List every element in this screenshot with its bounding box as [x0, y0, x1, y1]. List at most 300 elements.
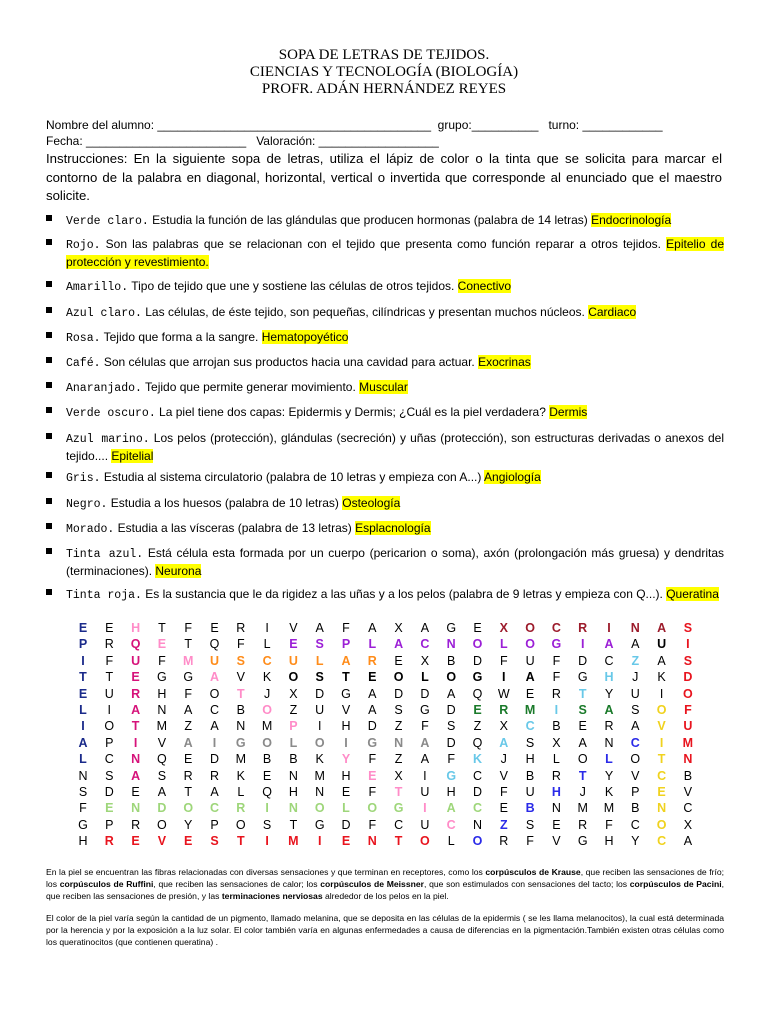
grid-letter[interactable]: E	[394, 653, 403, 668]
grid-letter[interactable]: D	[446, 735, 456, 750]
grid-letter[interactable]: O	[104, 719, 115, 734]
grid-letter[interactable]: C	[683, 801, 693, 816]
grid-letter[interactable]: X	[420, 653, 430, 668]
grid-letter[interactable]: A	[368, 686, 377, 701]
grid-letter[interactable]: I	[107, 703, 112, 717]
grid-letter[interactable]: S	[210, 834, 219, 849]
grid-letter[interactable]: I	[81, 653, 85, 668]
grid-letter[interactable]: M	[603, 801, 615, 816]
grid-letter[interactable]: H	[341, 719, 351, 734]
grid-letter[interactable]: G	[183, 670, 194, 685]
grid-letter[interactable]: C	[657, 834, 667, 849]
grid-letter[interactable]: Q	[130, 637, 141, 652]
grid-letter[interactable]: E	[131, 834, 140, 849]
grid-letter[interactable]: H	[604, 670, 614, 685]
grid-letter[interactable]: U	[131, 653, 141, 668]
grid-letter[interactable]: U	[525, 785, 535, 799]
grid-letter[interactable]: A	[657, 621, 667, 635]
grid-letter[interactable]: C	[104, 752, 114, 767]
grid-letter[interactable]: Z	[499, 817, 508, 832]
grid-letter[interactable]: A	[420, 752, 430, 767]
grid-letter[interactable]: W	[497, 686, 510, 701]
grid-letter[interactable]: U	[683, 719, 693, 734]
grid-letter[interactable]: P	[631, 785, 640, 799]
grid-letter[interactable]: R	[131, 686, 141, 701]
grid-letter[interactable]: K	[262, 670, 272, 685]
grid-letter[interactable]: D	[394, 686, 404, 701]
grid-letter[interactable]: H	[288, 785, 298, 799]
grid-letter[interactable]: I	[265, 834, 269, 849]
grid-letter[interactable]: I	[81, 719, 85, 734]
grid-letter[interactable]: C	[472, 768, 483, 783]
grid-letter[interactable]: U	[630, 686, 640, 701]
grid-letter[interactable]: I	[580, 637, 585, 652]
grid-letter[interactable]: G	[393, 801, 404, 816]
grid-letter[interactable]: H	[341, 768, 351, 783]
grid-letter[interactable]: A	[184, 703, 193, 717]
grid-letter[interactable]: S	[525, 817, 535, 832]
grid-letter[interactable]: Y	[184, 817, 193, 832]
grid-letter[interactable]: X	[289, 686, 298, 701]
grid-letter[interactable]: R	[499, 834, 509, 849]
grid-letter[interactable]: N	[315, 785, 325, 799]
grid-letter[interactable]: N	[288, 768, 298, 783]
grid-letter[interactable]: L	[289, 735, 298, 750]
grid-letter[interactable]: J	[500, 752, 507, 767]
grid-letter[interactable]: F	[368, 785, 377, 799]
grid-letter[interactable]: H	[446, 785, 456, 799]
grid-letter[interactable]: G	[446, 768, 457, 783]
grid-letter[interactable]: A	[183, 735, 193, 750]
grid-letter[interactable]: T	[236, 686, 245, 701]
grid-letter[interactable]: F	[552, 653, 561, 668]
grid-letter[interactable]: A	[657, 653, 666, 668]
grid-letter[interactable]: I	[607, 621, 611, 635]
grid-letter[interactable]: M	[235, 752, 246, 767]
grid-letter[interactable]: F	[499, 785, 508, 799]
grid-letter[interactable]: I	[502, 670, 506, 685]
grid-letter[interactable]: A	[157, 785, 167, 799]
grid-letter[interactable]: P	[105, 817, 114, 832]
grid-letter[interactable]: H	[157, 686, 167, 701]
grid-letter[interactable]: G	[577, 834, 588, 849]
grid-letter[interactable]: U	[315, 703, 325, 717]
grid-letter[interactable]: L	[237, 785, 245, 799]
grid-letter[interactable]: G	[367, 735, 378, 750]
grid-letter[interactable]: E	[184, 834, 193, 849]
grid-letter[interactable]: C	[262, 653, 272, 668]
grid-letter[interactable]: E	[210, 621, 219, 635]
grid-letter[interactable]: I	[133, 735, 138, 750]
grid-letter[interactable]: L	[315, 653, 324, 668]
grid-letter[interactable]: Q	[157, 752, 167, 767]
grid-letter[interactable]: S	[525, 735, 535, 750]
grid-letter[interactable]: X	[499, 719, 508, 734]
grid-letter[interactable]: O	[262, 703, 272, 717]
grid-letter[interactable]: A	[499, 735, 509, 750]
grid-letter[interactable]: T	[236, 834, 245, 849]
grid-letter[interactable]: A	[525, 670, 535, 685]
grid-letter[interactable]: A	[210, 719, 219, 734]
grid-letter[interactable]: Z	[473, 719, 482, 734]
grid-letter[interactable]: M	[288, 834, 299, 849]
grid-letter[interactable]: Z	[394, 752, 403, 767]
grid-letter[interactable]: T	[342, 670, 350, 685]
grid-letter[interactable]: F	[368, 752, 377, 767]
grid-letter[interactable]: L	[263, 637, 271, 652]
grid-letter[interactable]: M	[156, 719, 168, 734]
grid-letter[interactable]: L	[499, 637, 508, 652]
grid-letter[interactable]: I	[423, 768, 427, 783]
grid-letter[interactable]: Q	[209, 637, 220, 652]
grid-letter[interactable]: N	[236, 719, 246, 734]
grid-letter[interactable]: I	[317, 834, 322, 849]
grid-letter[interactable]: B	[552, 719, 561, 734]
grid-letter[interactable]: F	[236, 637, 245, 652]
grid-letter[interactable]: O	[420, 834, 430, 849]
grid-letter[interactable]: I	[265, 801, 269, 816]
grid-letter[interactable]: A	[578, 735, 587, 750]
grid-letter[interactable]: E	[157, 637, 167, 652]
grid-letter[interactable]: L	[79, 752, 87, 767]
grid-letter[interactable]: M	[182, 653, 194, 668]
grid-letter[interactable]: J	[632, 670, 639, 685]
grid-letter[interactable]: O	[525, 621, 535, 635]
grid-letter[interactable]: R	[499, 703, 509, 717]
grid-letter[interactable]: X	[552, 735, 561, 750]
grid-letter[interactable]: R	[104, 834, 114, 849]
grid-letter[interactable]: R	[578, 817, 588, 832]
grid-letter[interactable]: H	[604, 834, 614, 849]
grid-letter[interactable]: K	[657, 670, 666, 685]
grid-letter[interactable]: I	[554, 703, 559, 717]
grid-letter[interactable]: D	[683, 670, 693, 685]
grid-letter[interactable]: U	[209, 653, 220, 668]
grid-letter[interactable]: E	[341, 834, 351, 849]
grid-letter[interactable]: H	[78, 834, 88, 849]
grid-letter[interactable]: C	[630, 817, 640, 832]
grid-letter[interactable]: B	[631, 801, 640, 816]
grid-letter[interactable]: D	[341, 817, 351, 832]
grid-letter[interactable]: K	[472, 752, 483, 767]
grid-letter[interactable]: S	[447, 719, 456, 734]
grid-letter[interactable]: U	[420, 817, 430, 832]
grid-letter[interactable]: T	[578, 768, 587, 783]
grid-letter[interactable]: D	[472, 785, 483, 799]
grid-letter[interactable]: S	[683, 621, 693, 635]
grid-letter[interactable]: Q	[472, 735, 483, 750]
grid-letter[interactable]: Q	[472, 686, 483, 701]
grid-letter[interactable]: T	[131, 719, 140, 734]
grid-letter[interactable]: F	[684, 703, 692, 717]
grid-letter[interactable]: E	[499, 801, 508, 816]
grid-letter[interactable]: G	[472, 670, 483, 685]
grid-letter[interactable]: R	[104, 637, 114, 652]
grid-letter[interactable]: S	[315, 637, 324, 652]
grid-letter[interactable]: T	[657, 752, 666, 767]
grid-letter[interactable]: E	[262, 768, 272, 783]
grid-letter[interactable]: V	[157, 834, 167, 849]
grid-letter[interactable]: C	[209, 703, 220, 717]
grid-letter[interactable]: M	[524, 703, 536, 717]
grid-letter[interactable]: R	[236, 801, 246, 816]
grid-letter[interactable]: R	[183, 768, 193, 783]
grid-letter[interactable]: N	[630, 621, 640, 635]
grid-letter[interactable]: S	[315, 670, 324, 685]
grid-letter[interactable]: V	[499, 768, 508, 783]
grid-letter[interactable]: V	[157, 735, 167, 750]
grid-letter[interactable]: V	[341, 703, 351, 717]
grid-letter[interactable]: R	[209, 768, 220, 783]
grid-letter[interactable]: Z	[289, 703, 298, 717]
grid-letter[interactable]: N	[288, 801, 298, 816]
grid-letter[interactable]: E	[368, 670, 377, 685]
grid-letter[interactable]: B	[525, 801, 535, 816]
grid-letter[interactable]: E	[341, 785, 351, 799]
grid-letter[interactable]: C	[394, 817, 404, 832]
grid-letter[interactable]: D	[315, 686, 325, 701]
grid-letter[interactable]: G	[157, 670, 167, 685]
grid-letter[interactable]: I	[212, 735, 217, 750]
grid-letter[interactable]: S	[683, 653, 693, 668]
grid-letter[interactable]: V	[289, 621, 298, 635]
grid-letter[interactable]: O	[446, 670, 457, 685]
grid-letter[interactable]: B	[236, 703, 245, 717]
grid-letter[interactable]: A	[131, 768, 141, 783]
grid-letter[interactable]: N	[131, 801, 141, 816]
grid-letter[interactable]: C	[446, 817, 456, 832]
grid-letter[interactable]: B	[683, 768, 693, 783]
grid-letter[interactable]: A	[446, 801, 456, 816]
grid-letter[interactable]: B	[525, 768, 535, 783]
grid-letter[interactable]: E	[578, 719, 587, 734]
grid-letter[interactable]: G	[577, 670, 588, 685]
grid-letter[interactable]: J	[263, 686, 271, 701]
grid-letter[interactable]: L	[368, 637, 377, 652]
grid-letter[interactable]: F	[605, 817, 613, 832]
grid-letter[interactable]: L	[342, 801, 350, 816]
grid-letter[interactable]: U	[420, 785, 430, 799]
grid-letter[interactable]: A	[420, 735, 430, 750]
grid-letter[interactable]: A	[631, 719, 640, 734]
grid-letter[interactable]: N	[157, 703, 167, 717]
grid-letter[interactable]: A	[368, 703, 377, 717]
grid-letter[interactable]: Y	[631, 834, 640, 849]
grid-letter[interactable]: Y	[604, 686, 614, 701]
grid-letter[interactable]: B	[447, 653, 456, 668]
grid-letter[interactable]: O	[472, 834, 483, 849]
grid-letter[interactable]: S	[631, 703, 640, 717]
grid-letter[interactable]: G	[551, 637, 562, 652]
grid-letter[interactable]: A	[631, 637, 640, 652]
grid-letter[interactable]: M	[314, 768, 325, 783]
grid-letter[interactable]: F	[447, 752, 455, 767]
grid-letter[interactable]: E	[131, 785, 140, 799]
grid-letter[interactable]: N	[657, 801, 667, 816]
grid-letter[interactable]: H	[525, 752, 535, 767]
grid-letter[interactable]: T	[394, 785, 403, 799]
grid-letter[interactable]: Z	[631, 653, 640, 668]
grid-letter[interactable]: H	[551, 785, 561, 799]
grid-letter[interactable]: E	[657, 785, 666, 799]
grid-letter[interactable]: X	[499, 621, 508, 635]
grid-letter[interactable]: L	[552, 752, 560, 767]
grid-letter[interactable]: K	[604, 785, 614, 799]
grid-letter[interactable]: R	[604, 719, 614, 734]
grid-letter[interactable]: E	[473, 621, 482, 635]
grid-letter[interactable]: E	[78, 686, 88, 701]
grid-letter[interactable]: P	[341, 637, 351, 652]
grid-letter[interactable]: K	[236, 768, 245, 783]
grid-letter[interactable]: E	[473, 703, 482, 717]
grid-letter[interactable]: E	[368, 768, 377, 783]
grid-letter[interactable]: G	[235, 735, 246, 750]
grid-letter[interactable]: T	[105, 670, 114, 685]
grid-letter[interactable]: C	[551, 621, 561, 635]
grid-letter[interactable]: Y	[604, 768, 614, 783]
grid-letter[interactable]: S	[578, 703, 587, 717]
grid-letter[interactable]: V	[631, 768, 640, 783]
grid-letter[interactable]: I	[344, 735, 348, 750]
grid-letter[interactable]: A	[683, 834, 693, 849]
grid-letter[interactable]: E	[552, 817, 561, 832]
grid-letter[interactable]: P	[105, 735, 114, 750]
grid-letter[interactable]: O	[314, 735, 325, 750]
grid-letter[interactable]: O	[683, 686, 693, 701]
grid-letter[interactable]: N	[683, 752, 693, 767]
grid-letter[interactable]: A	[420, 621, 430, 635]
grid-letter[interactable]: I	[423, 801, 427, 816]
grid-letter[interactable]: D	[446, 703, 456, 717]
grid-letter[interactable]: X	[394, 621, 403, 635]
grid-letter[interactable]: X	[394, 768, 403, 783]
grid-letter[interactable]: F	[552, 670, 561, 685]
grid-letter[interactable]: T	[184, 785, 192, 799]
grid-letter[interactable]: F	[526, 834, 534, 849]
grid-letter[interactable]: A	[131, 703, 141, 717]
grid-letter[interactable]: S	[157, 768, 167, 783]
grid-letter[interactable]: F	[421, 719, 429, 734]
grid-letter[interactable]: S	[78, 785, 88, 799]
grid-letter[interactable]: H	[131, 621, 141, 635]
grid-letter[interactable]: R	[551, 686, 561, 701]
grid-letter[interactable]: A	[315, 621, 324, 635]
grid-letter[interactable]: L	[421, 670, 429, 685]
grid-letter[interactable]: D	[578, 653, 588, 668]
grid-letter[interactable]: T	[578, 686, 587, 701]
grid-letter[interactable]: Y	[341, 752, 351, 767]
grid-letter[interactable]: M	[261, 719, 273, 734]
grid-letter[interactable]: O	[577, 752, 588, 767]
grid-letter[interactable]: O	[314, 801, 325, 816]
grid-letter[interactable]: A	[78, 735, 88, 750]
grid-letter[interactable]: A	[604, 637, 614, 652]
grid-letter[interactable]: E	[105, 621, 114, 635]
grid-letter[interactable]: D	[420, 686, 430, 701]
grid-letter[interactable]: L	[447, 834, 455, 849]
grid-letter[interactable]: Z	[394, 719, 403, 734]
grid-letter[interactable]: P	[289, 719, 298, 734]
grid-letter[interactable]: V	[683, 785, 693, 799]
grid-letter[interactable]: A	[394, 637, 404, 652]
grid-letter[interactable]: S	[262, 817, 272, 832]
grid-letter[interactable]: O	[367, 801, 378, 816]
grid-letter[interactable]: N	[131, 752, 141, 767]
grid-letter[interactable]: L	[79, 703, 87, 717]
grid-letter[interactable]: B	[289, 752, 298, 767]
grid-letter[interactable]: I	[317, 719, 322, 734]
grid-letter[interactable]: V	[657, 719, 666, 734]
grid-letter[interactable]: I	[659, 735, 664, 750]
grid-letter[interactable]: A	[368, 621, 377, 635]
grid-letter[interactable]: K	[315, 752, 324, 767]
grid-letter[interactable]: U	[525, 653, 535, 668]
grid-letter[interactable]: M	[682, 735, 694, 750]
grid-letter[interactable]: P	[78, 637, 88, 652]
grid-letter[interactable]: C	[604, 653, 614, 668]
grid-letter[interactable]: I	[659, 686, 664, 701]
grid-letter[interactable]: E	[78, 621, 88, 635]
grid-letter[interactable]: A	[209, 670, 220, 685]
grid-letter[interactable]: E	[131, 670, 140, 685]
grid-letter[interactable]: N	[78, 768, 88, 783]
grid-letter[interactable]: E	[105, 801, 114, 816]
grid-letter[interactable]: T	[394, 834, 403, 849]
grid-letter[interactable]: O	[209, 686, 220, 701]
grid-letter[interactable]: F	[184, 621, 192, 635]
grid-letter[interactable]: A	[447, 686, 456, 701]
grid-letter[interactable]: A	[341, 653, 351, 668]
grid-letter[interactable]: V	[552, 834, 561, 849]
grid-letter[interactable]: C	[525, 719, 535, 734]
grid-letter[interactable]: R	[551, 768, 561, 783]
grid-letter[interactable]: S	[105, 768, 114, 783]
grid-letter[interactable]: S	[236, 653, 245, 668]
grid-letter[interactable]: N	[604, 735, 614, 750]
grid-letter[interactable]: O	[656, 703, 667, 717]
grid-letter[interactable]: A	[604, 703, 614, 717]
grid-letter[interactable]: G	[78, 817, 88, 832]
grid-letter[interactable]: F	[105, 653, 114, 668]
grid-letter[interactable]: O	[525, 637, 535, 652]
grid-letter[interactable]: V	[236, 670, 245, 685]
grid-letter[interactable]: L	[605, 752, 613, 767]
grid-letter[interactable]: G	[314, 817, 325, 832]
grid-letter[interactable]: O	[235, 817, 246, 832]
grid-letter[interactable]: E	[289, 637, 298, 652]
grid-letter[interactable]: F	[158, 653, 166, 668]
grid-letter[interactable]: D	[104, 785, 114, 799]
grid-letter[interactable]: R	[578, 621, 588, 635]
grid-letter[interactable]: O	[656, 817, 667, 832]
grid-letter[interactable]: E	[525, 686, 535, 701]
grid-letter[interactable]: T	[184, 637, 192, 652]
grid-letter[interactable]: N	[446, 637, 456, 652]
grid-letter[interactable]: F	[499, 653, 508, 668]
grid-letter[interactable]: U	[104, 686, 114, 701]
grid-letter[interactable]: R	[236, 621, 246, 635]
grid-letter[interactable]: F	[79, 801, 87, 816]
grid-letter[interactable]: J	[579, 785, 586, 799]
grid-letter[interactable]: G	[341, 686, 351, 701]
grid-letter[interactable]: F	[184, 686, 192, 701]
grid-letter[interactable]: M	[577, 801, 588, 816]
grid-letter[interactable]: C	[472, 801, 483, 816]
grid-letter[interactable]: F	[342, 621, 350, 635]
grid-letter[interactable]: T	[158, 621, 166, 635]
grid-letter[interactable]: E	[184, 752, 193, 767]
grid-letter[interactable]: T	[79, 670, 87, 685]
